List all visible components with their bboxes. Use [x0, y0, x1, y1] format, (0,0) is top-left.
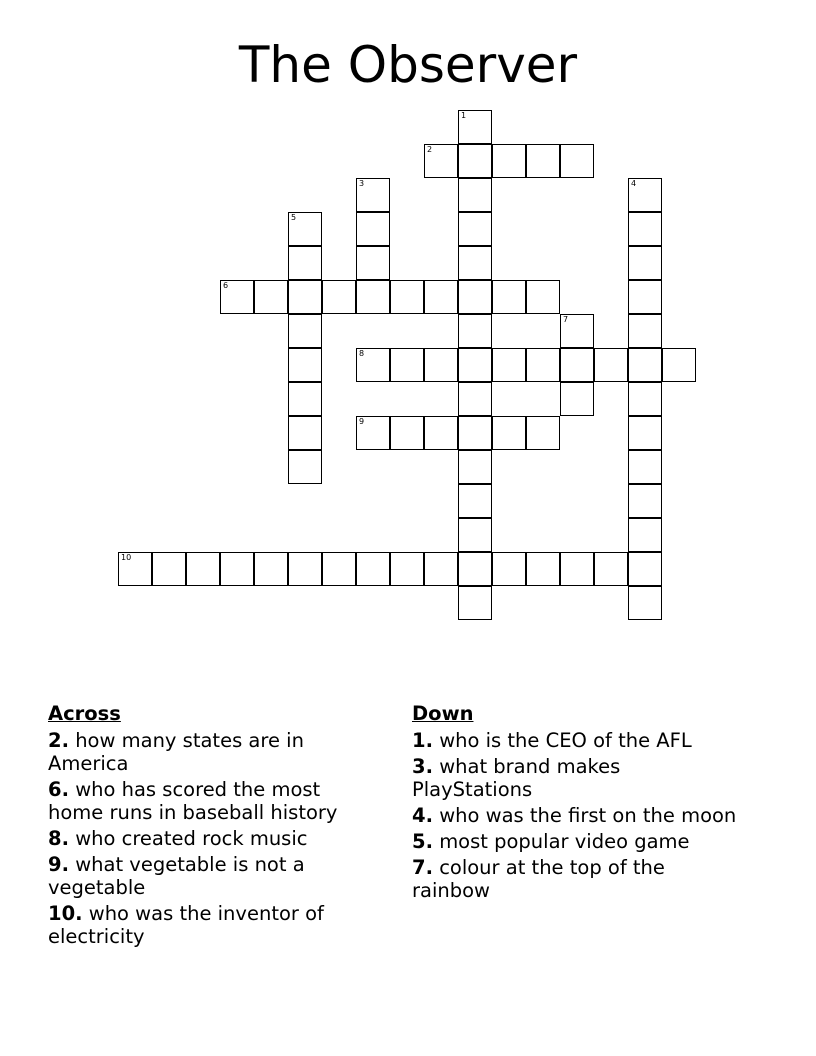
grid-cell[interactable] — [424, 348, 458, 382]
grid-cell[interactable] — [118, 552, 152, 586]
down-clues — [412, 702, 742, 905]
down-heading: Down — [412, 702, 474, 725]
grid-cell[interactable] — [254, 280, 288, 314]
grid-cell[interactable] — [288, 348, 322, 382]
grid-cell[interactable] — [458, 552, 492, 586]
grid-cell[interactable] — [594, 552, 628, 586]
grid-cell[interactable] — [526, 144, 560, 178]
grid-cell[interactable] — [492, 552, 526, 586]
grid-cell[interactable] — [492, 280, 526, 314]
clue-number: 4. — [412, 804, 433, 827]
across-clue — [48, 902, 378, 948]
grid-cell[interactable] — [628, 586, 662, 620]
clue-number: 7. — [412, 856, 433, 879]
grid-cell[interactable] — [492, 416, 526, 450]
clue-text: how many states are in America — [48, 729, 304, 775]
down-clue — [412, 830, 742, 853]
grid-cell[interactable] — [526, 280, 560, 314]
grid-cell[interactable] — [628, 416, 662, 450]
grid-cell[interactable] — [560, 348, 594, 382]
grid-cell[interactable] — [560, 314, 594, 348]
grid-cell[interactable] — [458, 110, 492, 144]
grid-cell[interactable] — [628, 484, 662, 518]
grid-cell[interactable] — [356, 552, 390, 586]
grid-cell[interactable] — [220, 552, 254, 586]
grid-cell[interactable] — [628, 348, 662, 382]
grid-cell[interactable] — [186, 552, 220, 586]
grid-cell[interactable] — [458, 178, 492, 212]
grid-cell[interactable] — [526, 416, 560, 450]
grid-cell[interactable] — [424, 280, 458, 314]
clue-number: 3. — [412, 755, 433, 778]
grid-cell[interactable] — [390, 280, 424, 314]
grid-cell[interactable] — [288, 382, 322, 416]
grid-cell[interactable] — [356, 246, 390, 280]
across-clue — [48, 778, 378, 824]
cell-number: 2 — [427, 145, 433, 154]
grid-cell[interactable] — [322, 552, 356, 586]
grid-cell[interactable] — [662, 348, 696, 382]
grid-cell[interactable] — [458, 450, 492, 484]
grid-cell[interactable] — [152, 552, 186, 586]
clue-text: what brand makes PlayStations — [412, 755, 621, 801]
cell-number: 9 — [359, 417, 365, 426]
grid-cell[interactable] — [560, 552, 594, 586]
grid-cell[interactable] — [254, 552, 288, 586]
grid-cell[interactable] — [458, 586, 492, 620]
grid-cell[interactable] — [424, 552, 458, 586]
grid-cell[interactable] — [424, 144, 458, 178]
grid-cell[interactable] — [322, 280, 356, 314]
clue-number: 1. — [412, 729, 433, 752]
across-clues — [48, 702, 378, 951]
across-heading: Across — [48, 702, 121, 725]
grid-cell[interactable] — [356, 212, 390, 246]
clue-number: 10. — [48, 902, 83, 925]
grid-cell[interactable] — [628, 518, 662, 552]
cell-number: 10 — [121, 553, 132, 562]
grid-cell[interactable] — [458, 348, 492, 382]
grid-cell[interactable] — [356, 416, 390, 450]
down-clue — [412, 856, 742, 902]
grid-cell[interactable] — [560, 144, 594, 178]
grid-cell[interactable] — [390, 416, 424, 450]
grid-cell[interactable] — [458, 212, 492, 246]
grid-cell[interactable] — [288, 212, 322, 246]
down-clue — [412, 804, 742, 827]
clue-text: who has scored the most home runs in baseball history — [48, 778, 338, 824]
clue-text: what vegetable is not a vegetable — [48, 853, 305, 899]
grid-cell[interactable] — [594, 348, 628, 382]
grid-cell[interactable] — [628, 280, 662, 314]
down-clue — [412, 729, 742, 752]
grid-cell[interactable] — [628, 246, 662, 280]
grid-cell[interactable] — [628, 178, 662, 212]
down-clue — [412, 755, 742, 801]
grid-cell[interactable] — [458, 280, 492, 314]
grid-cell[interactable] — [356, 280, 390, 314]
grid-cell[interactable] — [390, 348, 424, 382]
puzzle-title: The Observer — [238, 36, 578, 94]
grid-cell[interactable] — [288, 246, 322, 280]
grid-cell[interactable] — [628, 382, 662, 416]
across-clue — [48, 729, 378, 775]
grid-cell[interactable] — [356, 348, 390, 382]
across-clue — [48, 853, 378, 899]
grid-cell[interactable] — [220, 280, 254, 314]
grid-cell[interactable] — [458, 246, 492, 280]
grid-cell[interactable] — [424, 416, 458, 450]
grid-cell[interactable] — [458, 314, 492, 348]
grid-cell[interactable] — [492, 348, 526, 382]
clue-text: who was the inventor of electricity — [48, 902, 324, 948]
grid-cell[interactable] — [628, 212, 662, 246]
clue-number: 6. — [48, 778, 69, 801]
grid-cell[interactable] — [458, 518, 492, 552]
grid-cell[interactable] — [628, 552, 662, 586]
grid-cell[interactable] — [560, 382, 594, 416]
clue-number: 5. — [412, 830, 433, 853]
grid-cell[interactable] — [458, 416, 492, 450]
grid-cell[interactable] — [526, 552, 560, 586]
grid-cell[interactable] — [628, 450, 662, 484]
clue-text: who was the first on the moon — [439, 804, 737, 827]
cell-number: 3 — [359, 179, 365, 188]
grid-cell[interactable] — [458, 382, 492, 416]
cell-number: 1 — [461, 111, 467, 120]
grid-cell[interactable] — [628, 314, 662, 348]
grid-cell[interactable] — [526, 348, 560, 382]
grid-cell[interactable] — [288, 552, 322, 586]
clue-text: who is the CEO of the AFL — [439, 729, 692, 752]
clue-text: who created rock music — [75, 827, 308, 850]
grid-cell[interactable] — [288, 314, 322, 348]
cell-number: 5 — [291, 213, 297, 222]
clue-text: colour at the top of the rainbow — [412, 856, 665, 902]
clue-number: 8. — [48, 827, 69, 850]
grid-cell[interactable] — [492, 144, 526, 178]
grid-cell[interactable] — [458, 484, 492, 518]
cell-number: 6 — [223, 281, 229, 290]
grid-cell[interactable] — [390, 552, 424, 586]
cell-number: 4 — [631, 179, 637, 188]
cell-number: 8 — [359, 349, 365, 358]
clue-text: most popular video game — [439, 830, 690, 853]
grid-cell[interactable] — [288, 416, 322, 450]
cell-number: 7 — [563, 315, 569, 324]
clue-number: 9. — [48, 853, 69, 876]
grid-cell[interactable] — [288, 450, 322, 484]
grid-cell[interactable] — [356, 178, 390, 212]
grid-cell[interactable] — [288, 280, 322, 314]
grid-cell[interactable] — [458, 144, 492, 178]
across-clue — [48, 827, 378, 850]
clue-number: 2. — [48, 729, 69, 752]
